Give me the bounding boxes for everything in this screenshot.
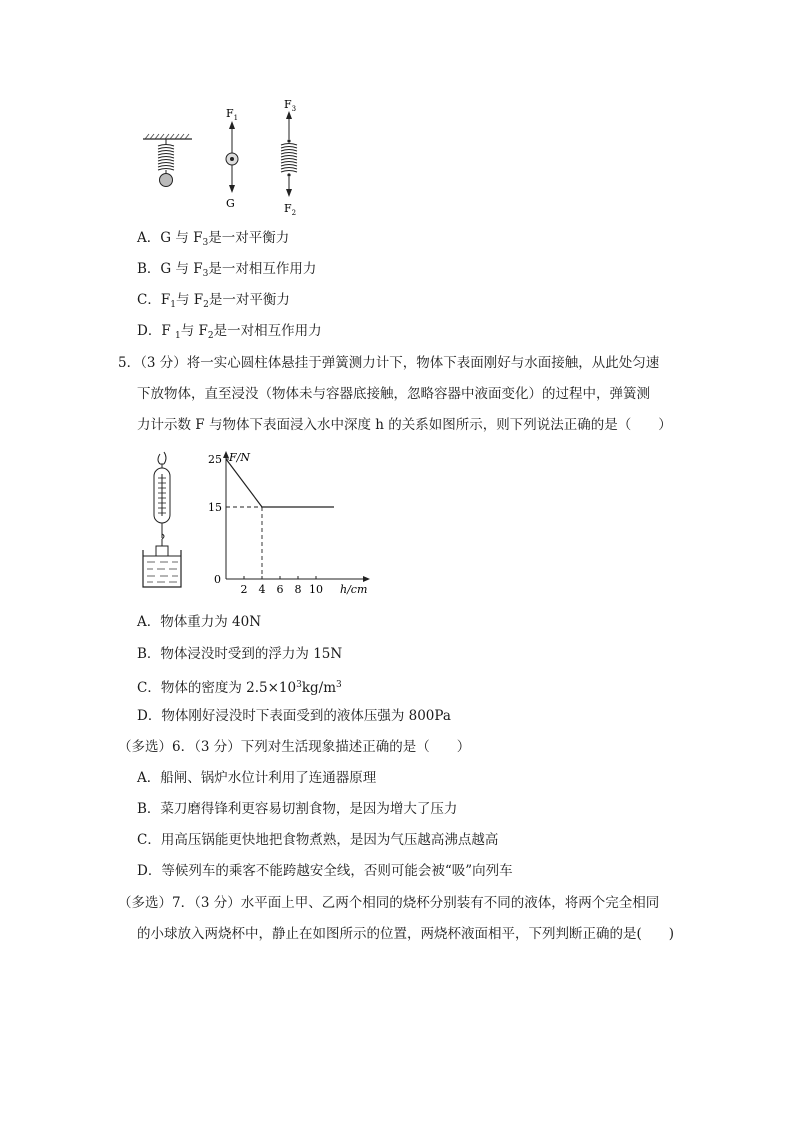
- f-h-series-line: [226, 459, 334, 507]
- q5-option-a: A．物体重力为 40N: [137, 614, 262, 630]
- q5-option-b: B．物体浸没时受到的浮力为 15N: [137, 646, 343, 662]
- q6-stem: （多选）6．（3 分）下列对生活现象描述正确的是（ ）: [118, 739, 471, 755]
- x-axis-label: h/cm: [340, 583, 368, 596]
- y-axis-label: F/N: [229, 451, 250, 464]
- ball: [160, 174, 173, 187]
- x-tick-label: 2: [240, 583, 248, 596]
- f-h-chart: [200, 448, 380, 596]
- y-tick-label: 15: [208, 501, 222, 514]
- q5-stem-line3: 力计示数 F 与物体下表面浸入水中深度 h 的关系如图所示，则下列说法正确的是（ ）: [137, 417, 672, 433]
- svg-text:F2: $F_2$: [284, 202, 297, 217]
- ceiling: [143, 134, 192, 139]
- spring-scale-apparatus: [138, 450, 188, 590]
- q4-option-c: C．$F_1$与 $F_2$是一对平衡力: [137, 292, 290, 310]
- q5-option-d: D．物体刚好浸没时下表面受到的液体压强为 800Pa: [137, 708, 451, 724]
- svg-text:G: G: [226, 197, 235, 210]
- q6-option-d: D．等候列车的乘客不能跨越安全线，否则可能会被“吸”向列车: [137, 863, 513, 879]
- force-diagram: [135, 95, 325, 220]
- ball-force-diagram: [226, 107, 238, 210]
- q6-option-b: B．菜刀磨得锋利更容易切割食物，是因为增大了压力: [137, 801, 458, 817]
- x-tick-label: 10: [309, 583, 323, 596]
- q6-option-c: C．用高压锅能更快地把食物煮熟，是因为气压越高沸点越高: [137, 832, 499, 848]
- q6-option-a: A．船闸、锅炉水位计利用了连通器原理: [137, 770, 377, 786]
- svg-text:F1: $F_1$: [226, 107, 239, 122]
- hanging-spring: [158, 139, 174, 173]
- q7-stem-line1: （多选）7．（3 分）水平面上甲、乙两个相同的烧杯分别装有不同的液体，将两个完全相同: [118, 895, 660, 911]
- x-tick-label: 8: [294, 583, 302, 596]
- q5-option-c: C．物体的密度为 $2.5\times 10^3kg/m^3$: [137, 680, 342, 696]
- q5-stem-line1: 5．（3 分）将一实心圆柱体悬挂于弹簧测力计下，物体下表面刚好与水面接触，从此处匀速: [118, 355, 660, 371]
- q5-stem-line2: 下放物体，直至浸没（物体未与容器底接触，忽略容器中液面变化）的过程中，弹簧测: [137, 386, 650, 402]
- q7-stem-line2: 的小球放入两烧杯中，静止在如图所示的位置，两烧杯液面相平，下列判断正确的是( ): [137, 926, 675, 942]
- spring-force-diagram: [281, 98, 297, 217]
- x-axis-arrow: [363, 576, 370, 582]
- origin-label: 0: [214, 573, 221, 586]
- x-tick-label: 6: [276, 583, 284, 596]
- y-tick-label: 25: [208, 453, 222, 466]
- svg-text:F3: $F_3$: [284, 98, 297, 113]
- q4-option-d: D．F $_1$与 $F_2$是一对相互作用力: [137, 323, 322, 341]
- q4-option-b: B．G 与 $F_3$是一对相互作用力: [137, 261, 317, 279]
- x-tick-label: 4: [258, 583, 266, 596]
- q4-option-a: A．G 与 $F_3$是一对平衡力: [137, 230, 290, 248]
